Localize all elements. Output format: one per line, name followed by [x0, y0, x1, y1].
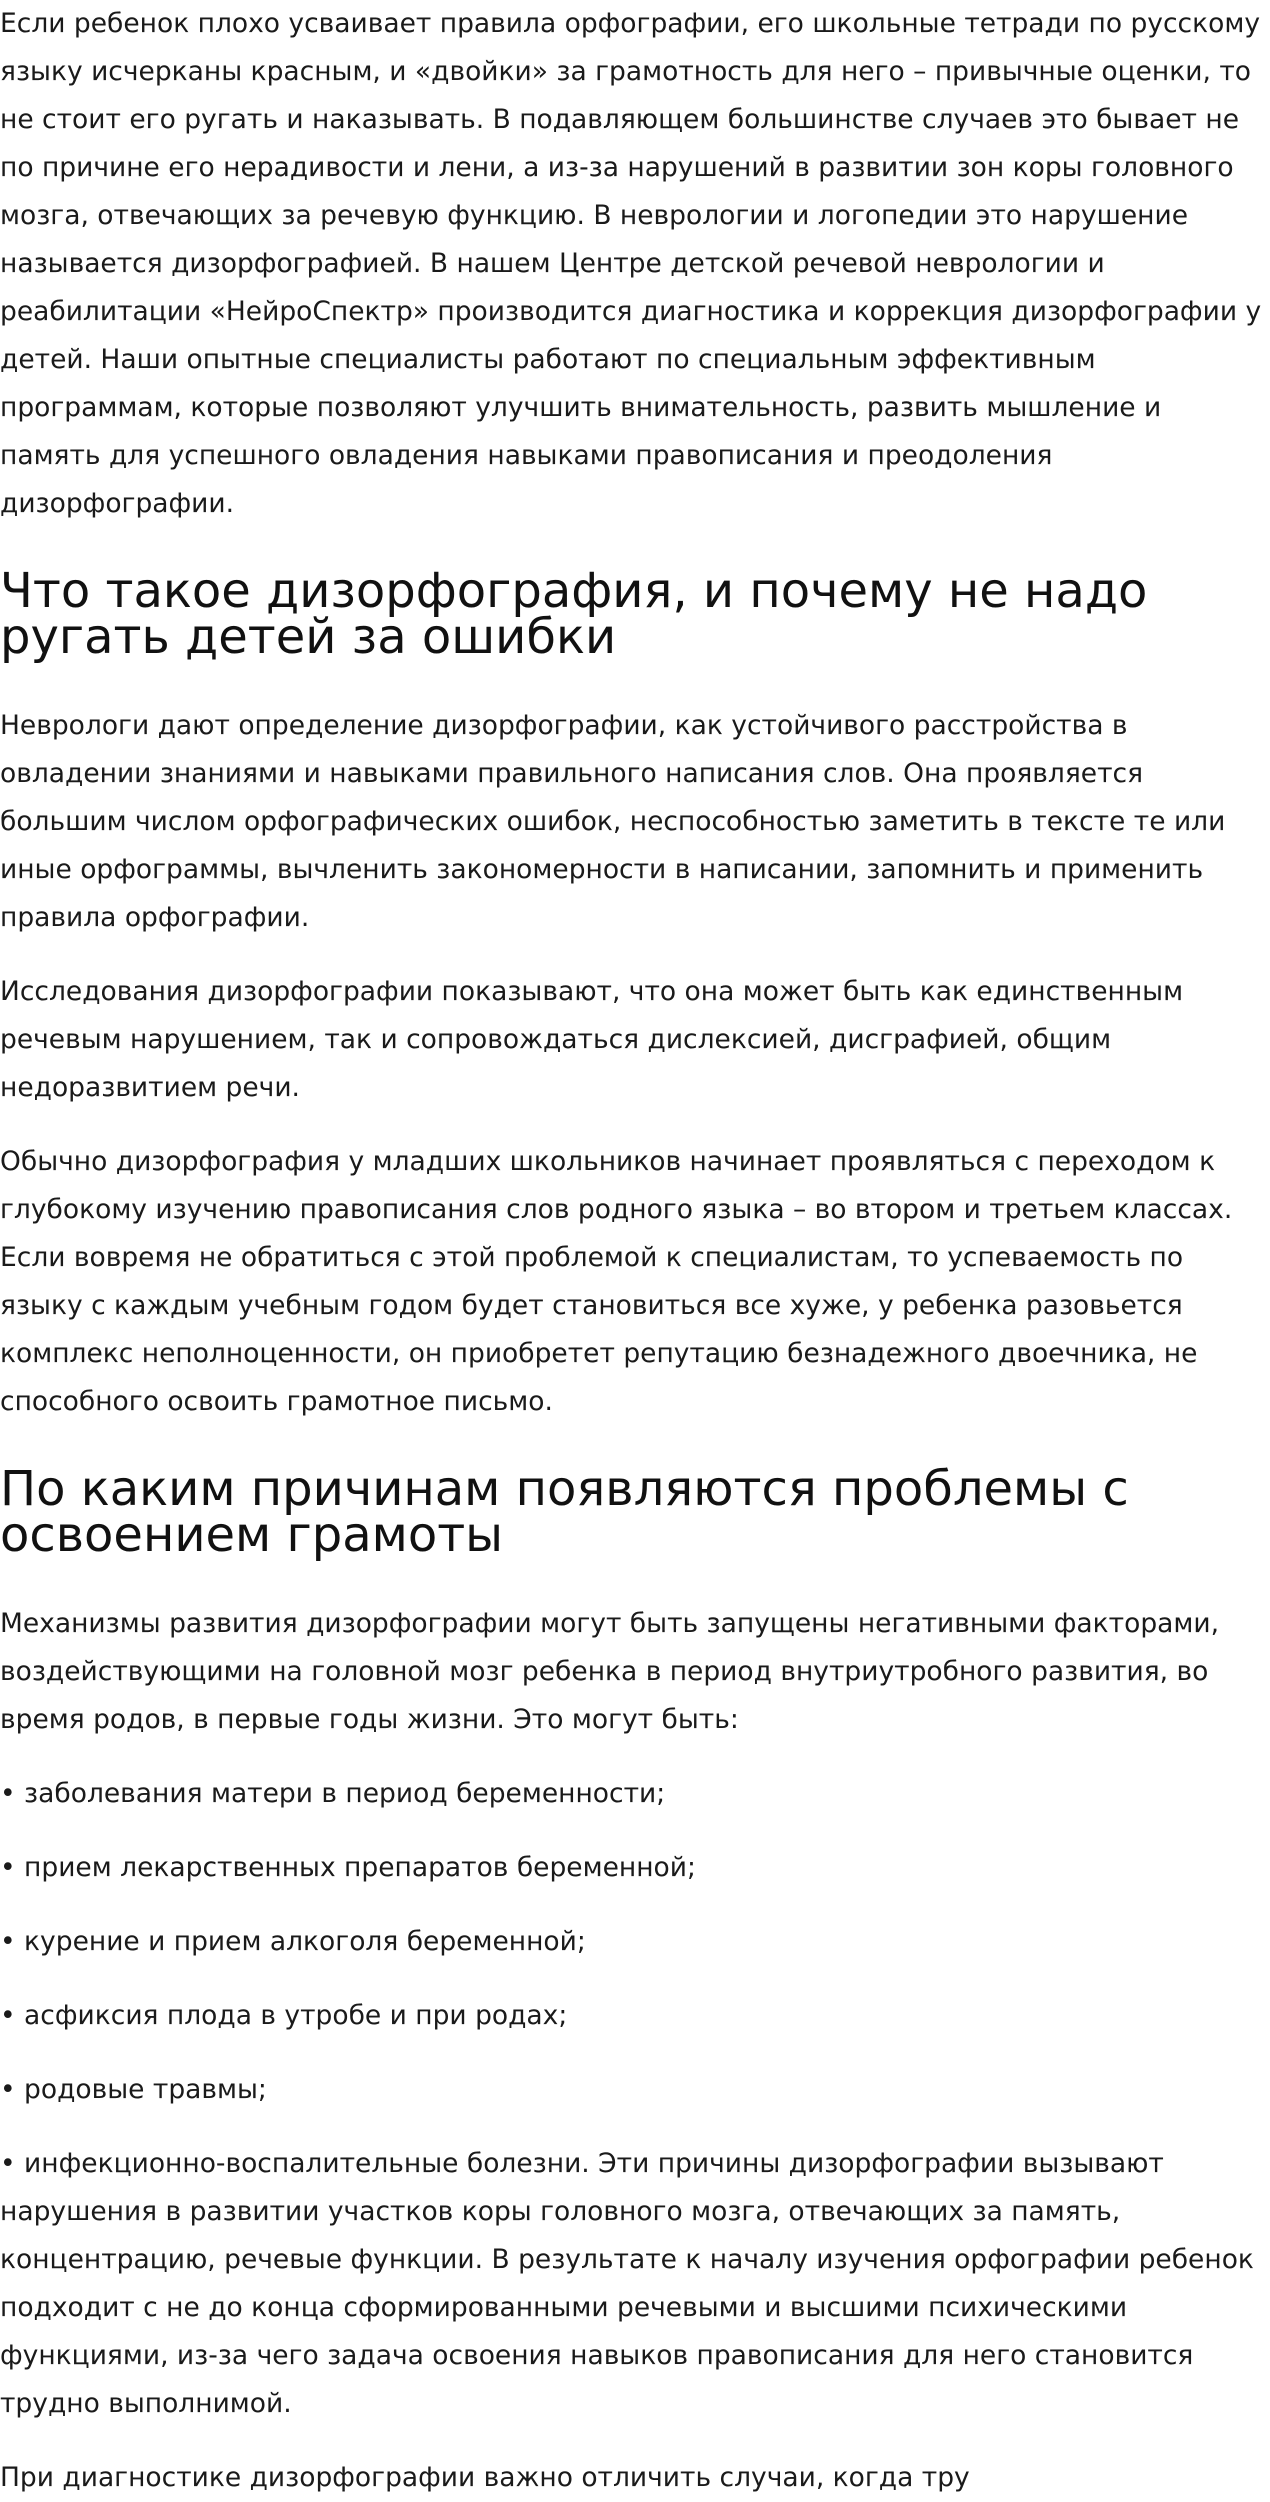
list-item: • асфиксия плода в утробе и при родах; [0, 2000, 568, 2031]
list-item: • заболевания матери в период беременности; [0, 1778, 666, 1809]
section1-paragraph-2: Исследования дизорфографии показывают, что она может быть как единственным речевым нарушением, так и сопровождаться дислексией, дисграфией, общим недоразвитием речи. [0, 976, 1184, 1103]
intro-paragraph: Если ребенок плохо усваивает правила орфографии, его школьные тетради по русскому языку исчерканы красным, и «двойки» за грамотность для него – привычные оценки, то не стоит его ругать и наказывать. В подавляющем большинстве случаев это бывает не по причине его нерадивости и лени, а из-за нарушений в развитии зон коры головного мозга, отвечающих за речевую функцию. В неврологии и логопедии это нарушение называется дизорфографией. В нашем Центре детской речевой неврологии и реабилитации «НейроСпектр» производится диагностика и коррекция дизорфографии у детей. Наши опытные специалисты работают по специальным эффективным программам, которые позволяют улучшить внимательность, развить мышление и память для успешного овладения навыками правописания и преодоления дизорфографии. [0, 8, 1262, 519]
list-item: • инфекционно-воспалительные болезни. Эти причины дизорфографии вызывают нарушения в развитии участков коры головного мозга, отвечающих за память, концентрацию, речевые функции. В результате к началу изучения орфографии ребенок подходит с не до конца сформированными речевыми и высшими психическими функциями, из-за чего задача освоения навыков правописания для него становится трудно выполнимой. [0, 2148, 1254, 2419]
section1-paragraph-1: Неврологи дают определение дизорфографии, как устойчивого расстройства в овладении знаниями и навыками правильного написания слов. Она проявляется большим числом орфографических ошибок, неспособностью заметить в тексте те или иные орфограммы, вычленить закономерности в написании, запомнить и применить правила орфографии. [0, 710, 1226, 933]
section2-heading: По каким причинам появляются проблемы с освоением грамоты [0, 1461, 1129, 1563]
section1-paragraph-3: Обычно дизорфография у младших школьников начинает проявляться с переходом к глубокому изучению правописания слов родного языка – во втором и третьем классах. Если вовремя не обратиться с этой проблемой к специалистам, то успеваемость по языку с каждым учебным годом будет становиться все хуже, у ребенка разовьется комплекс неполноценности, он приобретет репутацию безнадежного двоечника, не способного освоить грамотное письмо. [0, 1146, 1233, 1417]
section1-heading: Что такое дизорфография, и почему не надо ругать детей за ошибки [0, 563, 1148, 665]
trailing-paragraph: При диагностике дизорфографии важно отличить случаи, когда тру [0, 2462, 970, 2493]
causes-list [0, 1770, 1270, 2428]
section2-intro-paragraph: Механизмы развития дизорфографии могут быть запущены негативными факторами, воздействующими на головной мозг ребенка в период внутриутробного развития, во время родов, в первые годы жизни. Это могут быть: [0, 1608, 1220, 1735]
list-item: • курение и прием алкоголя беременной; [0, 1926, 586, 1957]
list-item: • прием лекарственных препаратов беременной; [0, 1852, 696, 1883]
list-item: • родовые травмы; [0, 2074, 267, 2105]
